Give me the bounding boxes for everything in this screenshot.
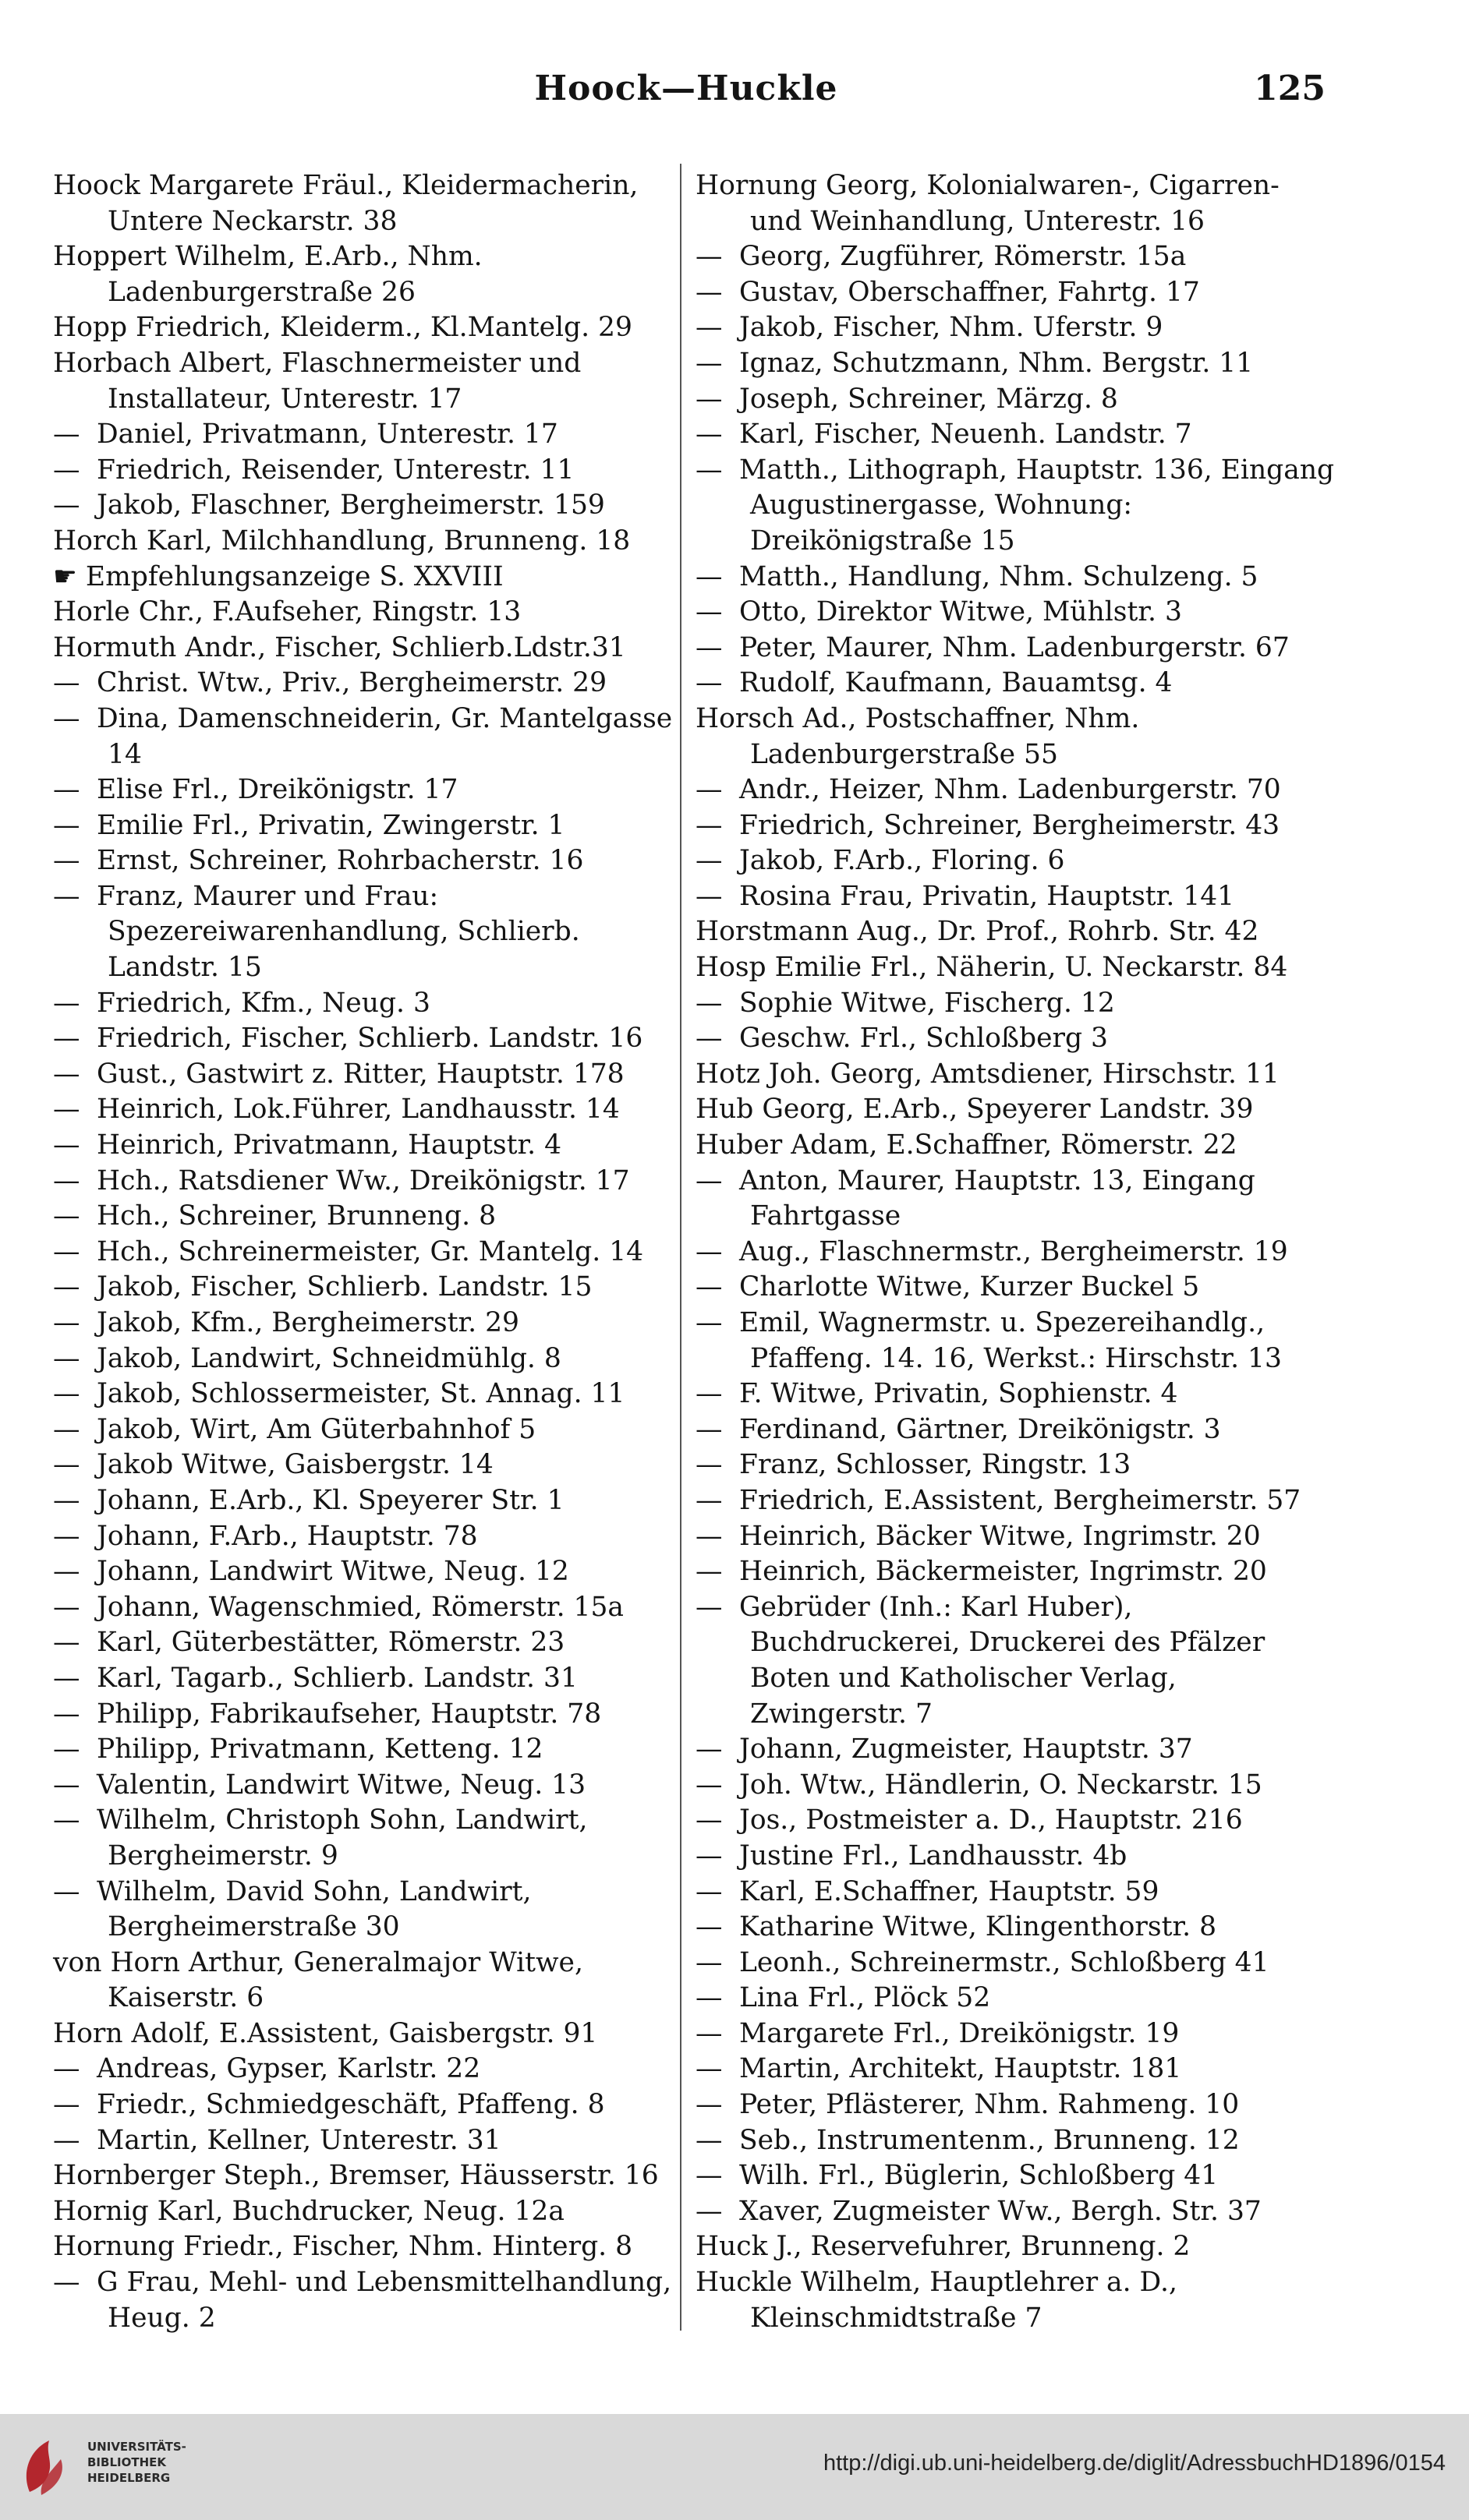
continuation-dash: — [696,1449,723,1481]
entry-text: Karl, Güterbestätter, Römerstr. 23 [97,1627,565,1659]
continuation-dash: — [53,2267,80,2299]
continuation-dash: — [53,774,80,806]
continuation-dash: — [696,1556,723,1588]
continuation-dash: — [696,1591,723,1623]
directory-entry [696,1732,1335,1768]
page-number: 125 [1254,69,1326,108]
directory-entry [53,1519,692,1555]
entry-text: Horsch Ad., Postschaffner, Nhm. Ladenburgerstraße 55 [696,702,1140,770]
entry-text: Hornig Karl, Buchdrucker, Neug. 12a [53,2195,565,2227]
entry-text: Jakob, Wirt, Am Güterbahnhof 5 [97,1413,536,1445]
continuation-dash: — [696,560,723,592]
directory-entry [53,310,692,346]
library-name-line: UNIVERSITÄTS- [87,2440,186,2454]
entry-text: Peter, Maurer, Nhm. Ladenburgerstr. 67 [739,631,1290,663]
directory-entry [696,1910,1335,1946]
directory-entry [696,168,1335,239]
entry-text: Hoppert Wilhelm, E.Arb., Nhm. Ladenburgerstraße 26 [53,241,483,308]
continuation-dash: — [53,702,80,734]
directory-entry [53,1697,692,1733]
continuation-dash: — [53,1556,80,1588]
entry-text: Heinrich, Privatmann, Hauptstr. 4 [97,1129,562,1161]
directory-entry [53,1199,692,1235]
entry-text: Lina Frl., Plöck 52 [739,1982,991,2014]
directory-entry [53,702,692,772]
directory-entry [53,1447,692,1483]
entry-text: Wilhelm, Christoph Sohn, Landwirt, Bergheimerstr. 9 [97,1804,588,1871]
entry-text: Martin, Kellner, Unterestr. 31 [97,2124,501,2156]
directory-entry [696,914,1335,950]
running-head: Hoock—Huckle [534,69,838,108]
entry-text: Philipp, Fabrikaufseher, Hauptstr. 78 [97,1698,602,1730]
entry-text: Joh. Wtw., Händlerin, O. Neckarstr. 15 [739,1769,1262,1801]
entry-text: Andr., Heizer, Nhm. Ladenburgerstr. 70 [739,774,1281,806]
entry-text: Horstmann Aug., Dr. Prof., Rohrb. Str. 42 [696,916,1259,948]
continuation-dash: — [696,596,723,628]
right-column [696,168,1335,2336]
entry-text: Ignaz, Schutzmann, Nhm. Bergstr. 11 [739,347,1254,379]
continuation-dash: — [53,1413,80,1445]
continuation-dash: — [53,1875,80,1907]
directory-entry [53,1092,692,1128]
entry-text: Jakob, Schlossermeister, St. Annag. 11 [97,1378,625,1410]
directory-entry [53,2052,692,2087]
entry-text: Heinrich, Bäckermeister, Ingrimstr. 20 [739,1556,1267,1588]
entry-text: Gust., Gastwirt z. Ritter, Hauptstr. 178 [97,1058,625,1090]
continuation-dash: — [696,419,723,451]
directory-entry [53,2123,692,2159]
continuation-dash: — [696,880,723,912]
continuation-dash: — [53,1378,80,1410]
directory-entry [696,1875,1335,1910]
directory-entry [53,1341,692,1377]
entry-text: Johann, Wagenschmied, Römerstr. 15a [97,1591,624,1623]
entry-text: Hch., Schreiner, Brunneng. 8 [97,1200,497,1232]
continuation-dash: — [696,1484,723,1516]
entry-text: Aug., Flaschnermstr., Bergheimerstr. 19 [739,1235,1288,1267]
continuation-dash: — [696,454,723,486]
entry-text: Friedrich, Schreiner, Bergheimerstr. 43 [739,809,1280,841]
directory-entry [696,1306,1335,1377]
entry-text: Friedrich, Reisender, Unterestr. 11 [97,454,575,486]
library-name [87,2439,186,2486]
continuation-dash: — [696,1023,723,1055]
directory-entry [696,2229,1335,2265]
entry-text: Otto, Direktor Witwe, Mühlstr. 3 [739,596,1182,628]
entry-text: Gebrüder (Inh.: Karl Huber), Buchdruckerei, Druckerei des Pfälzer Boten und Katholischer Verlag, Zwingerstr. 7 [739,1591,1265,1730]
continuation-dash: — [53,1449,80,1481]
continuation-dash: — [53,880,80,912]
continuation-dash: — [53,1165,80,1196]
continuation-dash: — [696,1271,723,1303]
entry-text: Huckle Wilhelm, Hauptlehrer a. D., Kleinschmidtstraße 7 [696,2267,1177,2334]
directory-entry [696,1554,1335,1590]
entry-text: F. Witwe, Privatin, Sophienstr. 4 [739,1378,1178,1410]
directory-entry [696,275,1335,311]
entry-text: Rudolf, Kaufmann, Bauamtsg. 4 [739,667,1173,699]
continuation-dash: — [53,1129,80,1161]
directory-entry [696,382,1335,418]
continuation-dash: — [696,1840,723,1871]
continuation-dash: — [53,1484,80,1516]
continuation-dash: — [53,1200,80,1232]
continuation-dash: — [53,1342,80,1374]
entry-text: Hornung Friedr., Fischer, Nhm. Hinterg. 8 [53,2231,633,2263]
continuation-dash: — [53,1520,80,1552]
entry-text: Hoock Margarete Fräul., Kleidermacherin, Untere Neckarstr. 38 [53,170,639,237]
continuation-dash: — [696,1946,723,1978]
entry-text: Gustav, Oberschaffner, Fahrtg. 17 [739,276,1200,308]
entry-text: Johann, Landwirt Witwe, Neug. 12 [97,1556,569,1588]
continuation-dash: — [53,1804,80,1836]
continuation-dash: — [696,347,723,379]
entry-text: Hornberger Steph., Bremser, Häusserstr. 16 [53,2160,659,2192]
directory-entry [696,1270,1335,1306]
entry-text: Hch., Ratsdiener Ww., Dreikönigstr. 17 [97,1165,630,1196]
entry-text: Hornung Georg, Kolonialwaren-, Cigarren- und Weinhandlung, Unterestr. 16 [696,170,1280,237]
entry-text: Daniel, Privatmann, Unterestr. 17 [97,419,558,451]
entry-text: Horbach Albert, Flaschnermeister und Installateur, Unterestr. 17 [53,347,582,415]
directory-entry [53,2194,692,2230]
entry-text: Friedrich, E.Assistent, Bergheimerstr. 57 [739,1484,1301,1516]
directory-entry [53,843,692,879]
directory-entry [696,879,1335,915]
directory-entry [53,1732,692,1768]
directory-entry [53,808,692,844]
continuation-dash: — [53,1058,80,1090]
directory-entry [696,1768,1335,1804]
continuation-dash: — [696,2053,723,2085]
directory-entry [696,1377,1335,1412]
continuation-dash: — [53,419,80,451]
entry-text: Friedr., Schmiedgeschäft, Pfaffeng. 8 [97,2089,605,2121]
directory-entry [696,1839,1335,1875]
directory-entry [696,2123,1335,2159]
entry-text: Hopp Friedrich, Kleiderm., Kl.Mantelg. 29 [53,312,632,344]
directory-entry [696,2016,1335,2052]
continuation-dash: — [53,667,80,699]
continuation-dash: — [696,1769,723,1801]
entry-text: Karl, E.Schaffner, Hauptstr. 59 [739,1875,1159,1907]
directory-entry [696,239,1335,275]
directory-entry [696,1447,1335,1483]
directory-entry [53,666,692,702]
directory-entry [696,1412,1335,1448]
entry-text: Heinrich, Lok.Führer, Landhausstr. 14 [97,1094,620,1126]
directory-entry [696,772,1335,808]
entry-text: Elise Frl., Dreikönigstr. 17 [97,774,458,806]
entry-text: Hch., Schreinermeister, Gr. Mantelg. 14 [97,1235,644,1267]
directory-entry [53,772,692,808]
entry-text: Valentin, Landwirt Witwe, Neug. 13 [97,1769,586,1801]
directory-entry [696,310,1335,346]
entry-text: Leonh., Schreinermstr., Schloßberg 41 [739,1946,1269,1978]
entry-text: Friedrich, Fischer, Schlierb. Landstr. 16 [97,1023,643,1055]
entry-text: Matth., Handlung, Nhm. Schulzeng. 5 [739,560,1258,592]
page-header [47,69,1326,131]
continuation-dash: — [696,2089,723,2121]
continuation-dash: — [696,276,723,308]
entry-text: Peter, Pflästerer, Nhm. Rahmeng. 10 [739,2089,1240,2121]
directory-entry [53,1128,692,1164]
continuation-dash: — [53,1662,80,1694]
continuation-dash: — [53,1023,80,1055]
directory-entry [53,595,692,631]
entry-text: Georg, Zugführer, Römerstr. 15a [739,241,1187,273]
entry-text: Joseph, Schreiner, Märzg. 8 [739,383,1118,415]
directory-entry [696,453,1335,560]
entry-text: Charlotte Witwe, Kurzer Buckel 5 [739,1271,1200,1303]
entry-text: Philipp, Privatmann, Ketteng. 12 [97,1734,543,1765]
directory-entry [53,1483,692,1519]
entry-text: G Frau, Mehl- und Lebensmittelhandlung, Heug. 2 [97,2267,672,2334]
directory-entry [696,1946,1335,1981]
directory-entry [53,1235,692,1271]
directory-entry [53,1306,692,1341]
directory-entry [696,595,1335,631]
directory-entry [53,1412,692,1448]
entry-text: Franz, Maurer und Frau: Spezereiwarenhandlung, Schlierb. Landstr. 15 [97,880,580,984]
directory-entry [696,1092,1335,1128]
directory-entry [696,1235,1335,1271]
entry-text: Rosina Frau, Privatin, Hauptstr. 141 [739,880,1235,912]
continuation-dash: — [696,1911,723,1943]
continuation-dash: — [696,809,723,841]
directory-entry [53,1768,692,1804]
directory-entry [696,843,1335,879]
university-seal-icon [14,2431,84,2501]
directory-entry [696,1519,1335,1555]
entry-text: Seb., Instrumentenm., Brunneng. 12 [739,2124,1240,2156]
entry-text: Jakob, Fischer, Nhm. Uferstr. 9 [739,312,1163,344]
directory-entry [53,1377,692,1412]
entry-text: Johann, Zugmeister, Hauptstr. 37 [739,1734,1193,1765]
directory-entry [53,1270,692,1306]
continuation-dash: — [53,845,80,877]
directory-entry [53,1554,692,1590]
continuation-dash: — [696,1235,723,1267]
directory-entry [696,2194,1335,2230]
directory-entry [696,1803,1335,1839]
continuation-dash: — [696,383,723,415]
directory-entry [696,950,1335,986]
continuation-dash: — [53,809,80,841]
directory-entry [53,524,692,560]
continuation-dash: — [696,1378,723,1410]
directory-entry [696,808,1335,844]
entry-text: Ferdinand, Gärtner, Dreikönigstr. 3 [739,1413,1221,1445]
directory-entry [53,2087,692,2123]
directory-entry [696,346,1335,382]
continuation-dash: — [53,1271,80,1303]
left-column [53,168,692,2336]
entry-text: von Horn Arthur, Generalmajor Witwe, Kaiserstr. 6 [53,1946,583,2014]
continuation-dash: — [696,667,723,699]
continuation-dash: — [696,312,723,344]
directory-entry [696,1021,1335,1057]
continuation-dash: — [53,2089,80,2121]
directory-entry [696,1128,1335,1164]
entry-text: Matth., Lithograph, Hauptstr. 136, Eingang Augustinergasse, Wohnung: Dreikönigstraße 15 [739,454,1335,557]
continuation-dash: — [696,845,723,877]
directory-entry [696,702,1335,772]
directory-entry [53,1803,692,1874]
entry-text: Emilie Frl., Privatin, Zwingerstr. 1 [97,809,565,841]
directory-entry [53,417,692,453]
entry-text: Jakob, Kfm., Bergheimerstr. 29 [97,1307,519,1338]
continuation-dash: — [53,1627,80,1659]
directory-entry [53,560,692,596]
entry-text: Geschw. Frl., Schloßberg 3 [739,1023,1108,1055]
entry-text: Andreas, Gypser, Karlstr. 22 [97,2053,481,2085]
directory-entry [696,1981,1335,2016]
continuation-dash: — [53,987,80,1019]
continuation-dash: — [696,1307,723,1338]
directory-entry [53,1590,692,1626]
entry-text: Johann, E.Arb., Kl. Speyerer Str. 1 [97,1484,565,1516]
directory-entry [696,2052,1335,2087]
entry-text: Friedrich, Kfm., Neug. 3 [97,987,430,1019]
directory-entry [53,453,692,489]
directory-entry [696,2265,1335,2336]
continuation-dash: — [53,1734,80,1765]
directory-entry [53,1661,692,1697]
entry-text: Wilhelm, David Sohn, Landwirt, Bergheimerstraße 30 [97,1875,532,1943]
directory-entry [53,1057,692,1093]
entry-text: Xaver, Zugmeister Ww., Bergh. Str. 37 [739,2195,1262,2227]
entry-text: Hub Georg, E.Arb., Speyerer Landstr. 39 [696,1094,1254,1126]
continuation-dash: — [696,1520,723,1552]
continuation-dash: — [53,1769,80,1801]
entry-text: Hormuth Andr., Fischer, Schlierb.Ldstr.31 [53,631,626,663]
entry-text: Katharine Witwe, Klingenthorstr. 8 [739,1911,1217,1943]
entry-text: Justine Frl., Landhausstr. 4b [739,1840,1127,1871]
directory-entry [696,417,1335,453]
continuation-dash: — [696,1165,723,1196]
directory-entry [53,346,692,417]
directory-entry [53,1021,692,1057]
entry-text: Horn Adolf, E.Assistent, Gaisbergstr. 91 [53,2017,598,2049]
entry-text: ☛ Empfehlungsanzeige S. XXVIII [53,560,504,592]
entry-text: Jakob, Flaschner, Bergheimerstr. 159 [97,490,605,521]
entry-text: Wilh. Frl., Büglerin, Schloßberg 41 [739,2160,1219,2192]
entry-text: Jakob Witwe, Gaisbergstr. 14 [97,1449,494,1481]
directory-entry [53,488,692,524]
continuation-dash: — [696,2160,723,2192]
entry-text: Emil, Wagnermstr. u. Spezereihandlg., Pfaffeng. 14. 16, Werkst.: Hirschstr. 13 [739,1307,1282,1374]
continuation-dash: — [53,2124,80,2156]
continuation-dash: — [696,987,723,1019]
directory-entry [53,1875,692,1946]
entry-text: Jos., Postmeister a. D., Hauptstr. 216 [739,1804,1243,1836]
directory-entry [53,631,692,666]
continuation-dash: — [696,1804,723,1836]
entry-text: Martin, Architekt, Hauptstr. 181 [739,2053,1182,2085]
entry-text: Jakob, Landwirt, Schneidmühlg. 8 [97,1342,561,1374]
library-name-line: BIBLIOTHEK [87,2455,166,2469]
directory-entry [696,666,1335,702]
continuation-dash: — [53,2053,80,2085]
continuation-dash: — [53,1235,80,1267]
continuation-dash: — [696,241,723,273]
entry-text: Karl, Tagarb., Schlierb. Landstr. 31 [97,1662,578,1694]
entry-text: Ernst, Schreiner, Rohrbacherstr. 16 [97,845,584,877]
directory-entry [696,2087,1335,2123]
continuation-dash: — [53,1698,80,1730]
continuation-dash: — [696,1982,723,2014]
continuation-dash: — [53,454,80,486]
entry-text: Horle Chr., F.Aufseher, Ringstr. 13 [53,596,522,628]
directory-entry [696,2158,1335,2194]
directory-entry [696,1590,1335,1732]
directory-entry [696,631,1335,666]
footer-bar [0,2414,1469,2520]
directory-entry [53,1164,692,1200]
continuation-dash: — [696,631,723,663]
directory-entry [696,1057,1335,1093]
continuation-dash: — [53,1094,80,1126]
entry-text: Margarete Frl., Dreikönigstr. 19 [739,2017,1180,2049]
entry-text: Heinrich, Bäcker Witwe, Ingrimstr. 20 [739,1520,1261,1552]
column-divider [680,164,681,2331]
directory-entry [53,879,692,986]
continuation-dash: — [696,2195,723,2227]
continuation-dash: — [696,1734,723,1765]
entry-text: Huck J., Reservefuhrer, Brunneng. 2 [696,2231,1191,2263]
entry-text: Anton, Maurer, Hauptstr. 13, Eingang Fahrtgasse [739,1165,1255,1232]
continuation-dash: — [696,774,723,806]
entry-text: Huber Adam, E.Schaffner, Römerstr. 22 [696,1129,1237,1161]
entry-text: Franz, Schlosser, Ringstr. 13 [739,1449,1131,1481]
directory-entry [696,1164,1335,1235]
directory-entry [53,239,692,310]
directory-entry [53,2229,692,2265]
continuation-dash: — [696,1413,723,1445]
directory-entry [53,1946,692,2016]
entry-text: Jakob, F.Arb., Floring. 6 [739,845,1065,877]
entry-text: Sophie Witwe, Fischerg. 12 [739,987,1115,1019]
continuation-dash: — [696,2124,723,2156]
source-url-link[interactable]: http://digi.ub.uni-heidelberg.de/diglit/AdressbuchHD1896/0154 [823,2451,1446,2476]
continuation-dash: — [53,1307,80,1338]
continuation-dash: — [53,1591,80,1623]
directory-entry [53,168,692,239]
directory-entry [53,986,692,1022]
entry-text: Karl, Fischer, Neuenh. Landstr. 7 [739,419,1192,451]
directory-entry [696,1483,1335,1519]
directory-entry [53,1625,692,1661]
entry-text: Johann, F.Arb., Hauptstr. 78 [97,1520,478,1552]
continuation-dash: — [696,1875,723,1907]
entry-text: Hosp Emilie Frl., Näherin, U. Neckarstr. 84 [696,952,1288,984]
continuation-dash: — [696,2017,723,2049]
entry-text: Horch Karl, Milchhandlung, Brunneng. 18 [53,525,631,557]
directory-entry [53,2265,692,2336]
library-name-line: HEIDELBERG [87,2471,171,2485]
entry-text: Hotz Joh. Georg, Amtsdiener, Hirschstr. 11 [696,1058,1280,1090]
directory-entry [53,2016,692,2052]
entry-text: Christ. Wtw., Priv., Bergheimerstr. 29 [97,667,607,699]
directory-entry [696,560,1335,596]
entry-text: Jakob, Fischer, Schlierb. Landstr. 15 [97,1271,593,1303]
entry-text: Dina, Damenschneiderin, Gr. Mantelgasse 14 [97,702,673,770]
continuation-dash: — [53,490,80,521]
directory-entry [53,2158,692,2194]
directory-entry [696,986,1335,1022]
